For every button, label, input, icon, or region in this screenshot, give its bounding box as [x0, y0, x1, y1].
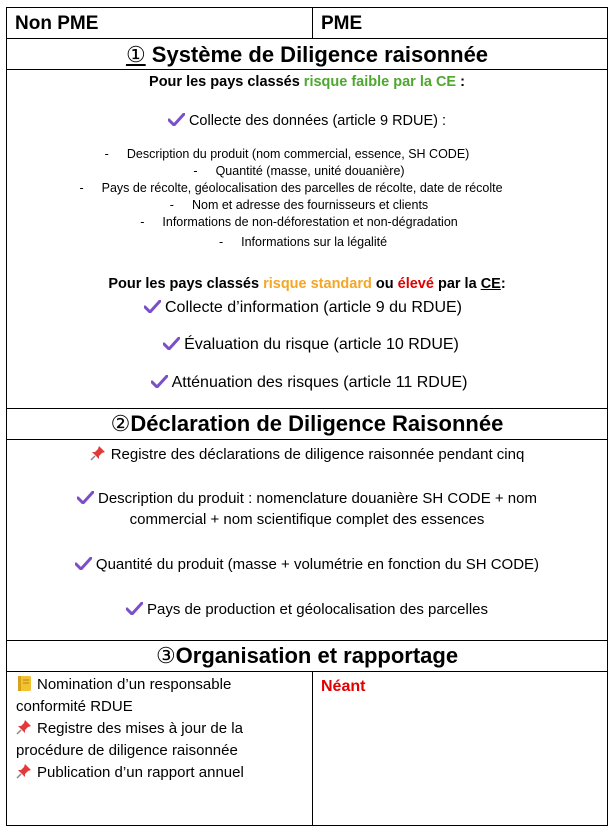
low-risk-item-5 [0, 215, 599, 229]
section2-title-text: Déclaration de Diligence Raisonnée [130, 411, 504, 436]
section2-check3 [7, 601, 607, 618]
std-check-1 [3, 299, 603, 317]
section2-pin-line [7, 445, 607, 463]
std-risk-heading [7, 276, 607, 292]
low-risk-check-text: Collecte des données (article 9 RDUE) : [188, 113, 447, 129]
header-non-pme: Non PME [15, 13, 99, 34]
dash-bullet: - [169, 198, 174, 212]
check-icon [168, 113, 185, 126]
section2-check1-line1 [7, 490, 607, 507]
low-risk-item-4-text: Nom et adresse des fournisseurs et clients [191, 198, 429, 212]
section3-title-text: Organisation et rapportage [175, 643, 459, 668]
section2-check3-text: Pays de production et géolocalisation des parcelles [146, 601, 489, 618]
row-divider-5 [7, 640, 607, 641]
std-check-2-text: Évaluation du risque (article 10 RDUE) [184, 336, 459, 353]
dash-bullet: - [79, 181, 84, 195]
section3-item-3 [16, 762, 244, 784]
std-risk-suffix2: : [500, 276, 506, 292]
dash-bullet: - [104, 147, 109, 161]
section3-title [7, 643, 607, 669]
check-icon [163, 337, 180, 350]
low-risk-item-4 [0, 198, 599, 212]
dash-bullet: - [140, 215, 145, 229]
section3-item-3-text: Publication d’un rapport annuel [37, 764, 244, 781]
check-icon [77, 491, 94, 504]
low-risk-highlight: risque faible par la CE [303, 74, 457, 90]
check-icon [144, 300, 161, 313]
row-divider-6 [7, 671, 607, 672]
section3-right-neant: Néant [321, 678, 366, 695]
std-risk-middle: ou [371, 276, 398, 292]
std-risk-suffix1: par la [433, 276, 481, 292]
std-risk-standard: risque standard [263, 276, 372, 292]
low-risk-item-3-text: Pays de récolte, géolocalisation des parcelles de récolte, date de récolte [101, 181, 503, 195]
low-risk-heading [7, 74, 607, 90]
notebook-icon [16, 675, 32, 692]
section2-check1-line2: commercial + nom scientifique complet des essences [129, 511, 485, 528]
section3-item-1-line2: conformité RDUE [16, 698, 133, 715]
dash-bullet: - [218, 235, 224, 249]
check-icon [75, 557, 92, 570]
section2-pin-text: Registre des déclarations de diligence raisonnée pendant cinq [110, 446, 525, 463]
header-pme: PME [321, 13, 363, 34]
low-risk-item-6 [3, 235, 603, 249]
row-divider-4 [7, 439, 607, 440]
pushpin-icon [16, 763, 32, 779]
section2-number: ② [110, 411, 131, 436]
pushpin-icon [16, 719, 32, 735]
section1-number: ① [125, 42, 146, 67]
std-risk-prefix: Pour les pays classés [108, 276, 264, 292]
section3-item-2-line2: procédure de diligence raisonnée [16, 742, 238, 759]
header-divider [312, 8, 313, 38]
low-risk-item-1-text: Description du produit (nom commercial, essence, SH CODE) [126, 147, 470, 161]
section2-check1-text1: Description du produit : nomenclature douanière SH CODE + nom [98, 490, 537, 507]
std-risk-ce: CE [480, 276, 501, 292]
section2-title [7, 411, 607, 437]
section1-title [7, 42, 607, 68]
low-risk-item-3 [0, 181, 591, 195]
low-risk-item-5-text: Informations de non-déforestation et non-dégradation [162, 215, 458, 229]
check-icon [126, 602, 143, 615]
section3-item-1-line1: Nomination d’un responsable [37, 676, 232, 693]
low-risk-prefix: Pour les pays classés [149, 74, 304, 90]
section2-check2 [7, 556, 607, 573]
std-check-3-text: Atténuation des risques (article 11 RDUE) [171, 374, 468, 391]
section3-number: ③ [155, 643, 176, 668]
row-divider-1 [7, 38, 607, 39]
section3-divider [312, 671, 313, 826]
std-check-1-text: Collecte d’information (article 9 du RDUE) [165, 299, 462, 316]
section3-left-cell [16, 674, 244, 784]
section3-item-2 [16, 718, 244, 740]
check-icon [151, 375, 168, 388]
low-risk-check-line [7, 113, 607, 129]
std-risk-high: élevé [397, 276, 434, 292]
section3-item-2-line1: Registre des mises à jour de la [37, 720, 243, 737]
section1-title-text: Système de Diligence raisonnée [145, 42, 489, 67]
pushpin-icon [90, 445, 106, 461]
low-risk-item-6-text: Informations sur la légalité [241, 235, 388, 249]
low-risk-suffix: : [456, 74, 465, 90]
row-divider-2 [7, 69, 607, 70]
std-check-3 [9, 374, 609, 392]
low-risk-item-2-text: Quantité (masse, unité douanière) [215, 164, 405, 178]
dash-bullet: - [193, 164, 198, 178]
section3-item-1 [16, 674, 244, 696]
section2-check2-text: Quantité du produit (masse + volumétrie en fonction du SH CODE) [95, 556, 540, 573]
low-risk-item-1 [0, 147, 587, 161]
diligence-table [6, 7, 608, 826]
row-divider-3 [7, 408, 607, 409]
low-risk-item-2 [0, 164, 599, 178]
std-check-2 [11, 336, 611, 354]
